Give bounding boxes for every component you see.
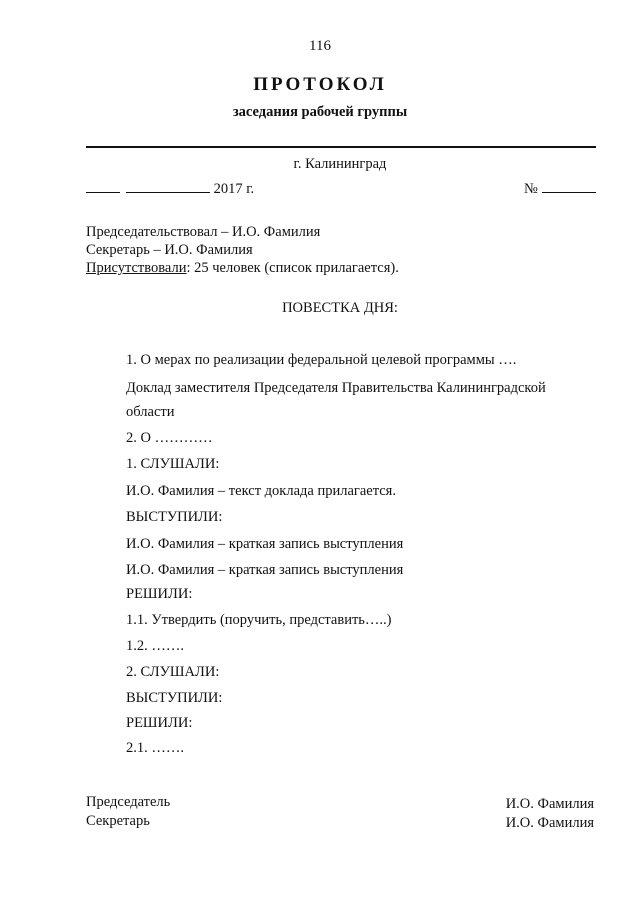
number-blank: [542, 180, 596, 193]
number-sign: №: [524, 181, 538, 197]
agenda-line: 1.2. …….: [126, 638, 184, 654]
document-subtitle: заседания рабочей группы: [232, 104, 408, 120]
header-divider: [86, 146, 596, 148]
agenda-line: И.О. Фамилия – краткая запись выступления: [126, 536, 404, 552]
agenda-line: области: [126, 404, 175, 420]
secretary-role: Секретарь: [86, 813, 150, 829]
agenda-line: 2. О …………: [126, 430, 213, 446]
agenda-line: ВЫСТУПИЛИ:: [126, 509, 223, 525]
secretary-line: Секретарь – И.О. Фамилия: [86, 242, 253, 258]
agenda-line: 1. СЛУШАЛИ:: [126, 456, 220, 472]
month-blank: [126, 180, 210, 193]
agenda-line: И.О. Фамилия – текст доклада прилагается.: [126, 483, 396, 499]
day-blank: [86, 180, 120, 193]
present-count: : 25 человек (список прилагается).: [186, 260, 399, 276]
agenda-title: ПОВЕСТКА ДНЯ:: [282, 300, 398, 316]
secretary-name: И.О. Фамилия: [505, 815, 594, 831]
date-line: [86, 180, 254, 198]
chair-name: И.О. Фамилия: [505, 796, 594, 812]
agenda-line: 1. О мерах по реализации федеральной целевой программы ….: [126, 352, 517, 368]
city-line: г. Калининград: [293, 156, 387, 172]
year-text: 2017 г.: [213, 181, 255, 197]
agenda-line: И.О. Фамилия – краткая запись выступления: [126, 562, 404, 578]
present-label: Присутствовали: [86, 260, 187, 276]
chair-role: Председатель: [86, 794, 171, 810]
agenda-line: 2. СЛУШАЛИ:: [126, 664, 220, 680]
present-line: [86, 260, 399, 277]
agenda-line: Доклад заместителя Председателя Правительства Калининградской: [126, 380, 546, 396]
document-title: ПРОТОКОЛ: [253, 74, 387, 95]
chair-line: Председательствовал – И.О. Фамилия: [86, 224, 321, 240]
agenda-line: 2.1. …….: [126, 740, 184, 756]
page-number: 116: [309, 38, 331, 54]
agenda-line: 1.1. Утвердить (поручить, представить…..): [126, 612, 392, 628]
agenda-line: РЕШИЛИ:: [126, 715, 193, 731]
protocol-number: [524, 180, 596, 198]
agenda-line: РЕШИЛИ:: [126, 586, 193, 602]
agenda-line: ВЫСТУПИЛИ:: [126, 690, 223, 706]
